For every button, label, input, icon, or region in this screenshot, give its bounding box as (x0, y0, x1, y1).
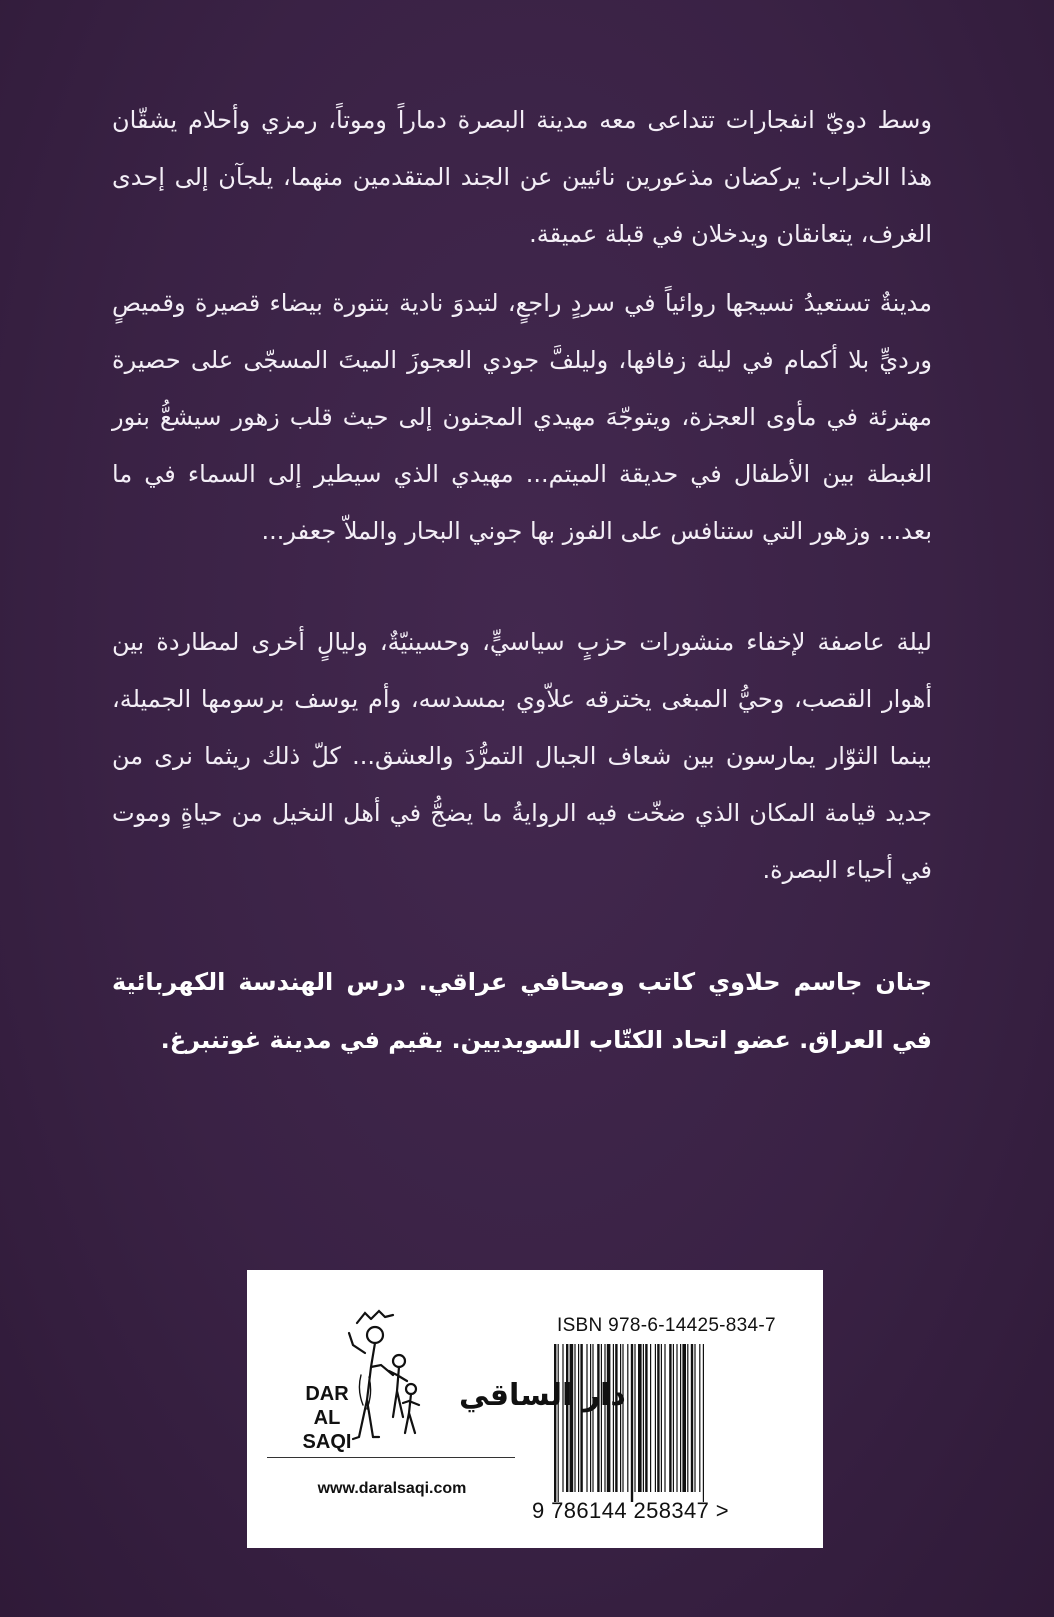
barcode-stripe (661, 1344, 662, 1492)
barcode-stripe (645, 1344, 647, 1492)
barcode-stripe (627, 1344, 628, 1492)
barcode-stripe (554, 1344, 556, 1502)
barcode-stripe (613, 1344, 614, 1492)
barcode-stripe (578, 1344, 579, 1492)
barcode-stripe (631, 1344, 633, 1502)
publisher-name-en (287, 1382, 367, 1454)
divider (267, 1457, 515, 1458)
author-bio: جنان جاسم حلاوي كاتب وصحافي عراقي. درس الهندسة الكهربائية في العراق. عضو اتحاد الكتّاب السويديين. يقيم في مدينة غوتنبرغ. (112, 968, 932, 1054)
barcode-stripe (607, 1344, 611, 1492)
barcode-panel (247, 1270, 823, 1548)
publisher-name-en-line1: DAR (305, 1383, 349, 1405)
isbn-label: ISBN 978-6-14425-834-7 (557, 1315, 776, 1336)
publisher-name-ar: دار الساقي (459, 1378, 626, 1413)
publisher-name-en-line2: AL SAQI (302, 1407, 352, 1453)
barcode-stripe (597, 1344, 599, 1492)
barcode-stripe (604, 1344, 605, 1492)
barcode-stripe (570, 1344, 574, 1492)
barcode-stripe (601, 1344, 602, 1492)
barcode-stripe (673, 1344, 674, 1492)
barcode-stripe (590, 1344, 591, 1492)
barcode-stripe (622, 1344, 623, 1492)
blurb-paragraph-3: ليلة عاصفة لإخفاء منشورات حزبٍ سياسيٍّ، وحسينيّةٌ، وليالٍ أخرى لمطاردة بين أهوار القصب، وحيُّ المبغى يخترقه علاّوي بمسدسه، وأم يوسف برسومها الجميلة، بينما الثوّار يمارسون بين شعاف الجبال التمرُّدَ والعشق... كلّ ذلك ريثما نرى من جديد قيامة المكان الذي ضخّت فيه الروايةُ ما يضجُّ في أهل النخيل من حياةٍ وموت في أحياء البصرة. (112, 628, 932, 884)
barcode-stripe (643, 1344, 644, 1492)
blurb-paragraph-1: وسط دويّ انفجارات تتداعى معه مدينة البصرة دماراً وموتاً، رمزي وأحلام يشقّان هذا الخراب: يركضان مذعورين نائيين عن الجند المتقدمين منهما، يلجآن إلى إحدى الغرف، يتعانقان ويدخلان في قبلة عميقة. (112, 106, 932, 248)
barcode-stripe (558, 1344, 559, 1502)
barcode-stripe (655, 1344, 656, 1492)
barcode-stripe (574, 1344, 575, 1492)
blurb-paragraph-2: مدينةٌ تستعيدُ نسيجها روائياً في سردٍ راجعٍ، لتبدوَ نادية بتنورة بيضاء قصيرة وقميصٍ ورديٍّ بلا أكمام في ليلة زفافها، وليلفَّ جودي العجوزَ الميتَ المسجّى على حصيرة مهترئة في مأوى العجزة، ويتوجّهَ مهيدي المجنون إلى حيث قلب زهور سيشعُّ بنور الغبطة بين الأطفال في حديقة الميتم... مهيدي الذي سيطير إلى السماء في ما بعد... وزهور التي ستنافس على الفوز بها جوني البحار والملاّ جعفر... (112, 289, 932, 545)
barcode-stripe (615, 1344, 617, 1492)
barcode-stripe (562, 1344, 563, 1492)
barcode-stripe (687, 1344, 688, 1492)
barcode-stripe (664, 1344, 665, 1492)
publisher-website[interactable]: www.daralsaqi.com (317, 1480, 467, 1497)
barcode-stripe (669, 1344, 671, 1492)
barcode-stripe (691, 1344, 693, 1492)
barcode-stripe (580, 1344, 582, 1492)
barcode-stripe (586, 1344, 587, 1492)
barcode-stripe (638, 1344, 642, 1492)
barcode-stripe (620, 1344, 621, 1492)
barcode-stripe (682, 1344, 686, 1492)
barcode-stripe (657, 1344, 659, 1492)
barcode-number: 9 786144 258347 > (532, 1498, 730, 1523)
barcode-icon (552, 1344, 750, 1504)
barcode-stripe (566, 1344, 568, 1492)
barcode-stripe (634, 1344, 635, 1492)
barcode-stripe (694, 1344, 695, 1492)
barcode-stripe (676, 1344, 677, 1492)
barcode-stripe (650, 1344, 651, 1492)
barcode-stripe (703, 1344, 704, 1502)
barcode-stripe (680, 1344, 681, 1492)
barcode-stripe (699, 1344, 700, 1492)
barcode-stripe (592, 1344, 593, 1492)
